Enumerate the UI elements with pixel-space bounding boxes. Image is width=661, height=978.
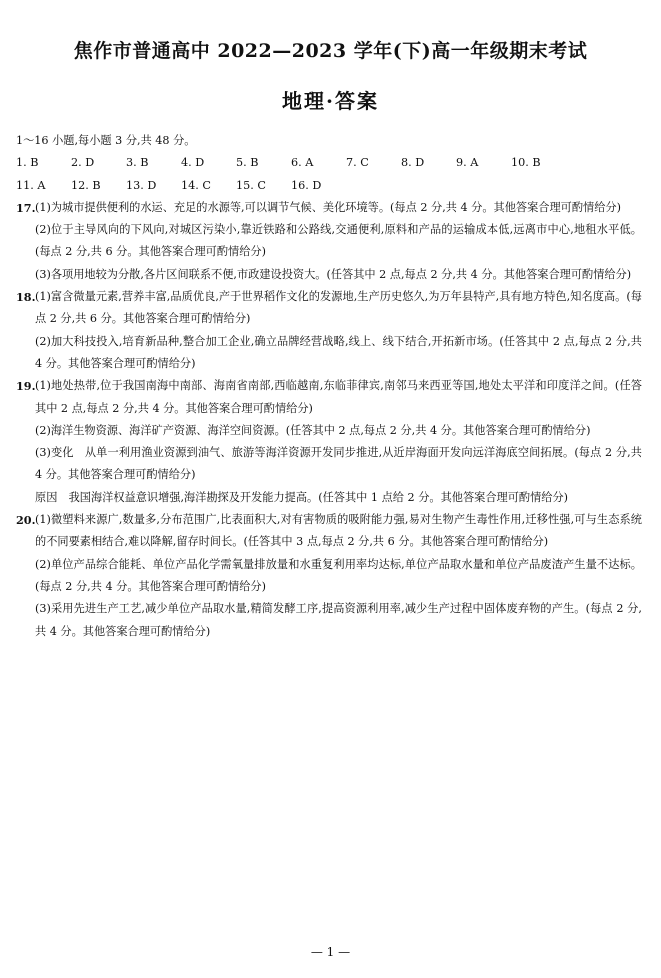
question-18 [16,286,642,375]
mc-answer: 1. B [16,156,39,170]
mc-answer: 6. A [291,156,314,170]
question-20 [16,509,642,643]
question-19 [16,375,642,509]
answer-paragraph: 原因 我国海洋权益意识增强,海洋勘探及开发能力提高。(任答其中 1 点给 2 分。其他答案合理可酌情给分) [35,490,568,504]
mc-answer: 2. D [71,156,95,170]
mc-answer: 8. D [401,156,425,170]
mc-answer: 3. B [126,156,149,170]
mc-answers-row-2 [16,175,642,197]
question-number: 20. [16,513,36,528]
mc-intro: 1～16 小题,每小题 3 分,共 48 分。 [16,134,196,147]
mc-answer: 12. B [71,178,101,192]
mc-answer: 15. C [236,178,266,192]
question-number: 17. [16,200,36,215]
answer-paragraph: (1)富含微量元素,营养丰富,品质优良,产于世界稻作文化的发源地,生产历史悠久,为万年县特产,具有地方特色,知名度高。(每点 2 分,共 6 分。其他答案合理可酌情给分) [35,290,642,326]
answer-paragraph: (1)微塑料来源广,数量多,分布范围广,比表面积大,对有害物质的吸附能力强,易对生物产生毒性作用,迁移性强,可与生态系统的不同要素相结合,难以降解,留存时间长。(任答其中 3 点,每点 2 分,共 6 分。其他答案合理可酌情给分) [35,513,642,549]
answer-paragraph: (2)位于主导风向的下风向,对城区污染小,靠近铁路和公路线,交通便利,原料和产品的运输成本低,远离市中心,地租水平低。(每点 2 分,共 6 分。其他答案合理可酌情给分) [35,223,642,259]
answer-paragraph: (1)地处热带,位于我国南海中南部、海南省南部,西临越南,东临菲律宾,南邻马来西亚等国,地处太平洋和印度洋之间。(任答其中 2 点,每点 2 分,共 4 分。其他答案合理可酌情给分) [35,379,642,415]
question-17 [16,197,642,286]
mc-answer: 13. D [126,178,157,192]
mc-answer: 16. D [291,178,322,192]
answer-paragraph: (3)各项用地较为分散,各片区间联系不便,市政建设投资大。(任答其中 2 点,每点 2 分,共 4 分。其他答案合理可酌情给分) [35,267,632,281]
question-number: 19. [16,379,36,394]
answer-paragraph: (2)加大科技投入,培育新品种,整合加工企业,确立品牌经营战略,线上、线下结合,开拓新市场。(任答其中 2 点,每点 2 分,共 4 分。其他答案合理可酌情给分) [35,334,642,370]
mc-answer: 14. C [181,178,211,192]
mc-answer: 4. D [181,156,205,170]
answer-paragraph: (3)采用先进生产工艺,减少单位产品取水量,精简发酵工序,提高资源利用率,减少生产过程中固体废弃物的产生。(每点 2 分,共 4 分。其他答案合理可酌情给分) [35,602,642,638]
question-number: 18. [16,290,36,305]
mc-answers-row-1 [16,152,642,174]
answer-content [16,130,642,643]
mc-answer: 7. C [346,156,369,170]
answer-paragraph: (3)变化 从单一利用渔业资源到油气、旅游等海洋资源开发同步推进,从近岸海面开发向远洋海底空间拓展。(每点 2 分,共 4 分。其他答案合理可酌情给分) [35,446,642,482]
answer-paragraph: (2)海洋生物资源、海洋矿产资源、海洋空间资源。(任答其中 2 点,每点 2 分,共 4 分。其他答案合理可酌情给分) [35,423,591,437]
page-subtitle: 地理·答案 [282,89,379,113]
page-title: 焦作市普通高中 2022—2023 学年(下)高一年级期末考试 [73,40,588,62]
mc-answer: 9. A [456,156,479,170]
mc-answer: 5. B [236,156,259,170]
answer-paragraph: (2)单位产品综合能耗、单位产品化学需氧量排放量和水重复利用率均达标,单位产品取水量和单位产品废渣产生量不达标。(每点 2 分,共 4 分。其他答案合理可酌情给分) [35,557,642,593]
mc-answer: 11. A [16,178,46,192]
page-number: — 1 — [310,945,351,959]
answer-paragraph: (1)为城市提供便利的水运、充足的水源等,可以调节气候、美化环境等。(每点 2 分,共 4 分。其他答案合理可酌情给分) [35,200,621,214]
mc-answer: 10. B [511,156,541,170]
